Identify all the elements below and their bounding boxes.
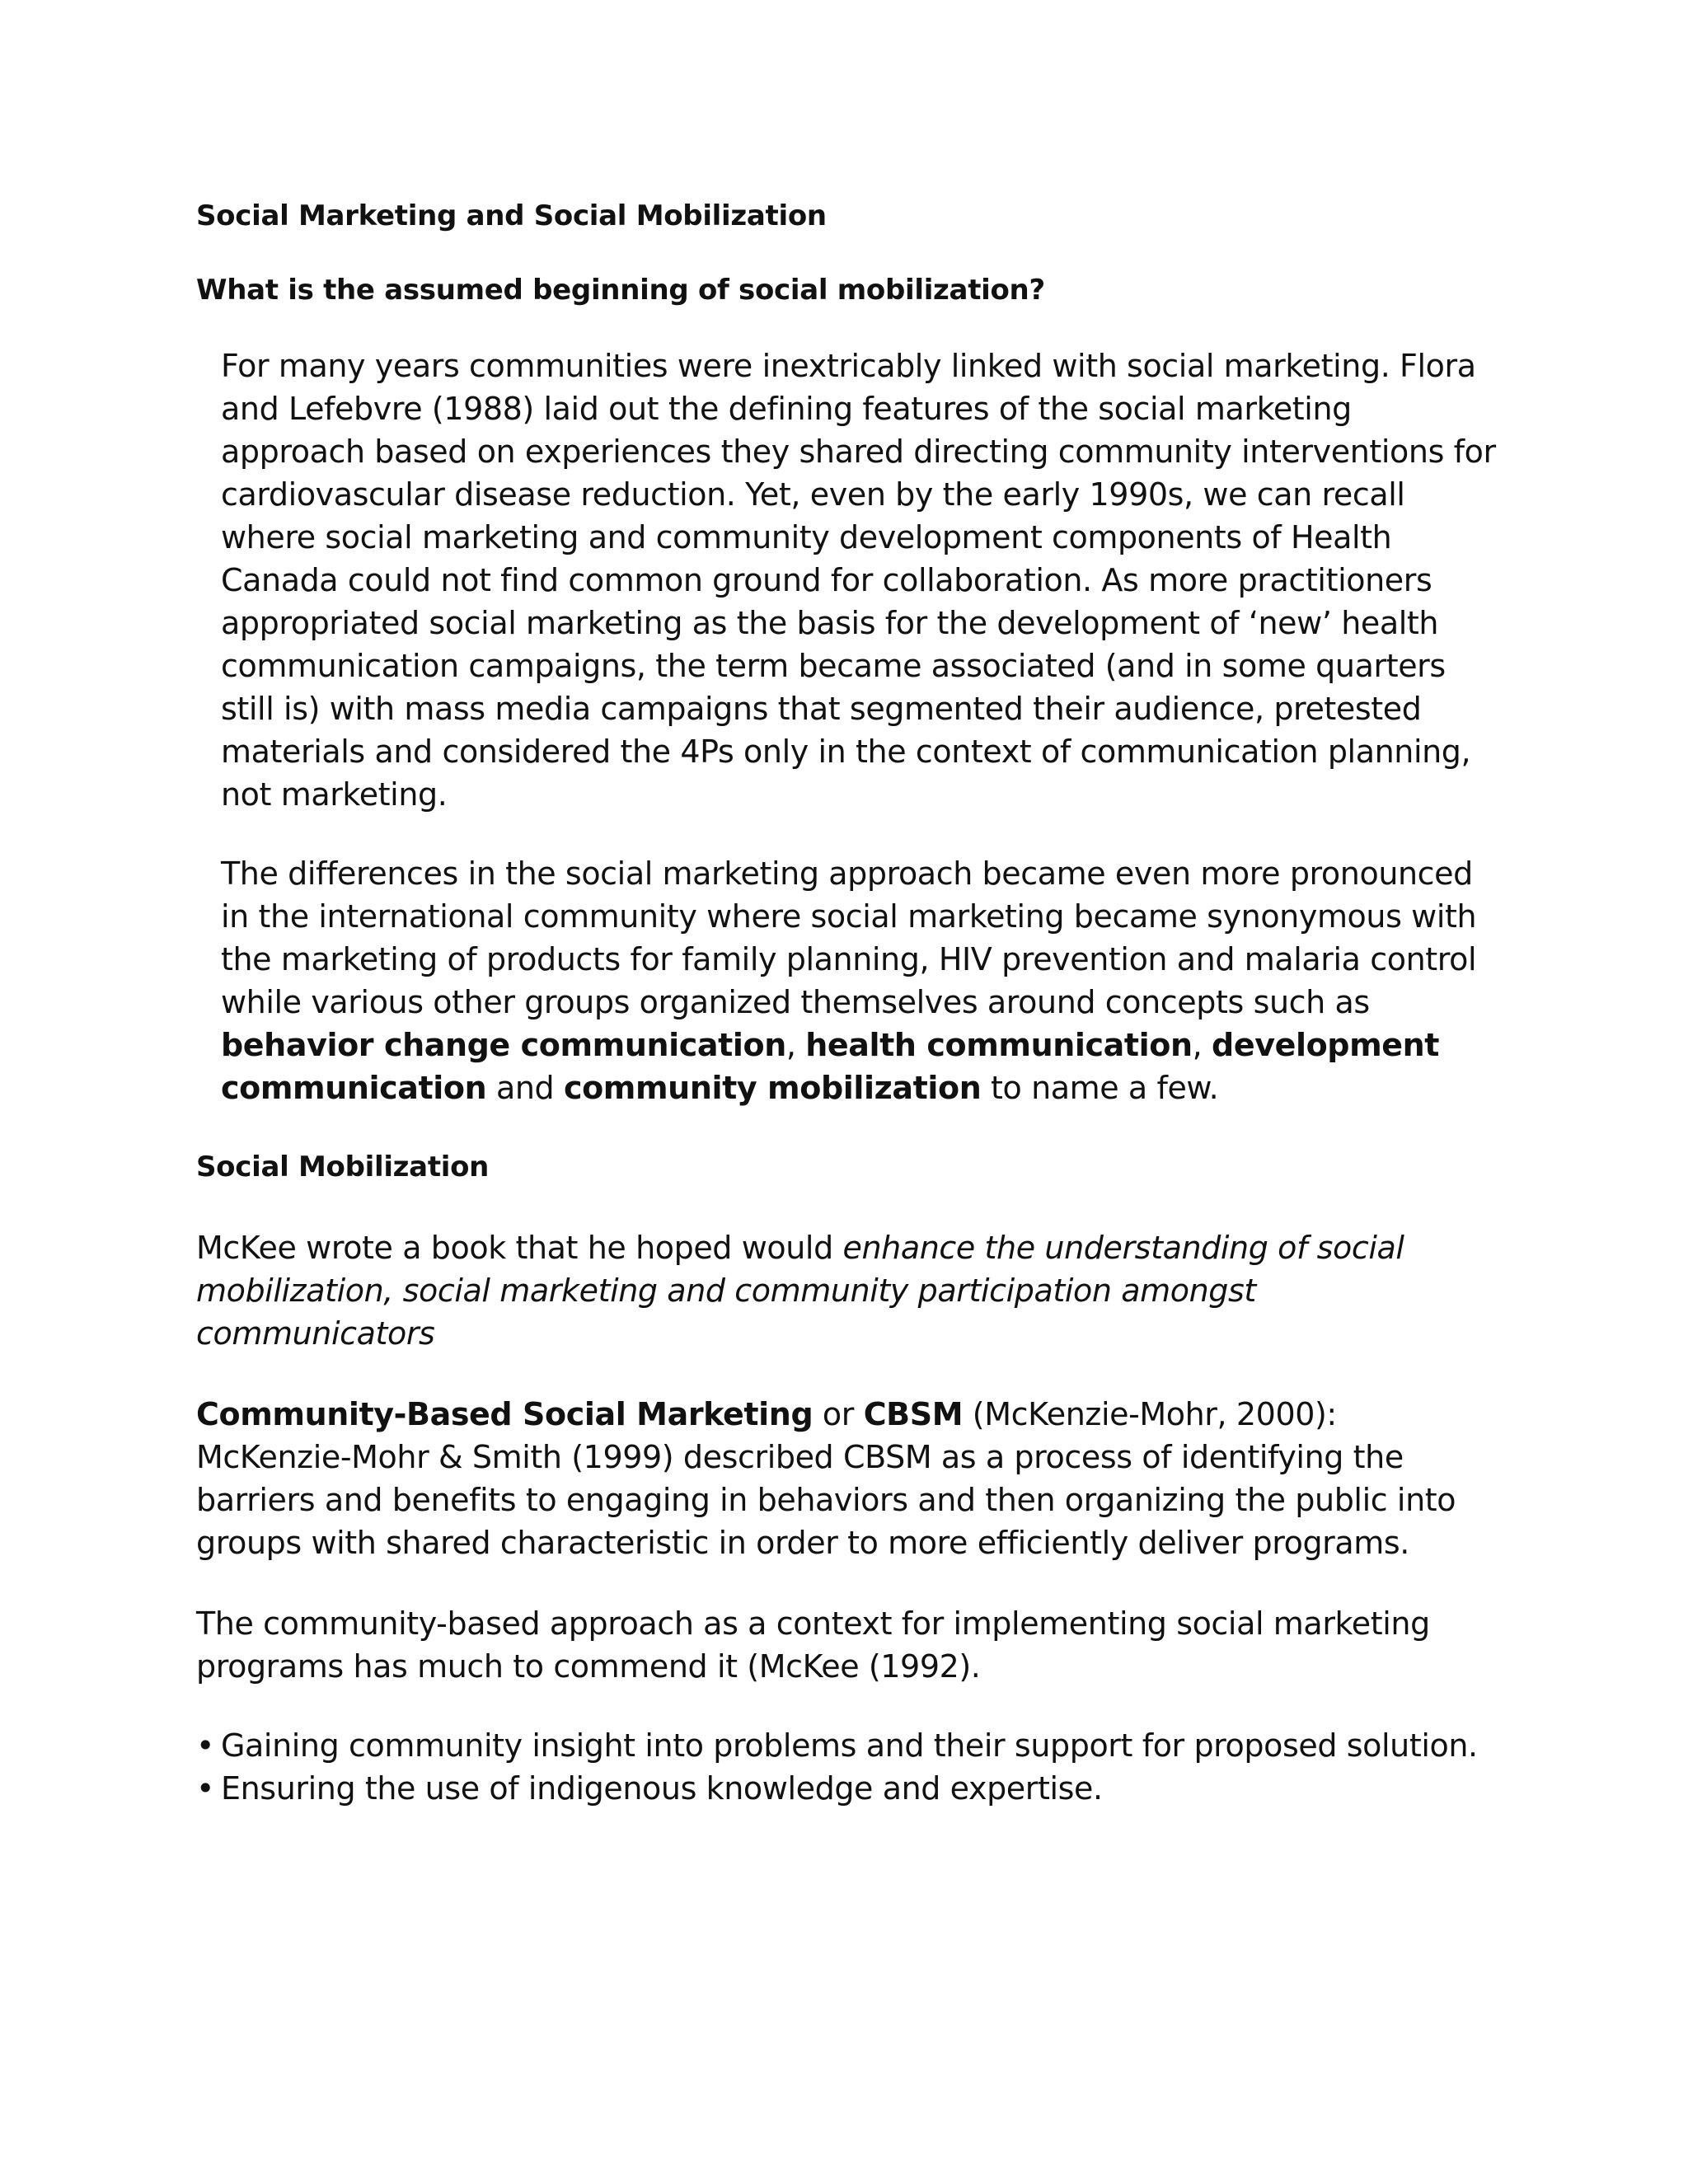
term-development-communication: development communication — [221, 1027, 1440, 1106]
paragraph-mckee-intro: McKee wrote a book that he hoped would — [196, 1230, 843, 1266]
separator: and — [486, 1070, 564, 1106]
term-community-based-social-marketing: Community-Based Social Marketing — [196, 1396, 814, 1432]
list-item — [196, 1724, 1498, 1767]
list-item — [196, 1767, 1498, 1810]
paragraph-differences-intro: The differences in the social marketing approach became even more pronounced in the international community where social marketing became synonymous with the marketing of products for family planning, HIV prevention and malaria control while various other groups organized themselves around concepts such as — [221, 855, 1477, 1020]
section-heading-social-mobilization: Social Mobilization — [196, 1151, 490, 1183]
term-health-communication: health communication — [805, 1027, 1193, 1063]
term-community-mobilization: community mobilization — [563, 1070, 982, 1106]
paragraph-mckee-quote: enhance the understanding of social mobilization, social marketing and community participation amongst communicators — [196, 1230, 1404, 1352]
question-heading: What is the assumed beginning of social mobilization? — [196, 274, 1045, 307]
term-cbsm: CBSM — [863, 1396, 964, 1432]
bullet-icon: • — [196, 1770, 215, 1807]
benefits-list — [196, 1724, 1498, 1810]
document-title: Social Marketing and Social Mobilization — [196, 199, 827, 232]
bullet-icon: • — [196, 1727, 215, 1764]
separator: , — [1192, 1027, 1212, 1063]
paragraph-differences — [196, 852, 1498, 1109]
paragraph-community-approach: The community-based approach as a context for implementing social marketing programs has much to commend it (McKee (1992). — [196, 1605, 1430, 1685]
paragraph-cbsm — [196, 1393, 1498, 1564]
paragraph-differences-outro: to name a few. — [981, 1070, 1219, 1106]
document-page — [196, 194, 1498, 1810]
separator: , — [785, 1027, 806, 1063]
paragraph-mckee-book — [196, 1226, 1498, 1355]
paragraph-history: For many years communities were inextricably linked with social marketing. Flora and Lefebvre (1988) laid out the defining features of the social marketing approach based on experiences they shared directing community interventions for cardiovascular disease reduction. Yet, even by the early 1990s, we can recall where social marketing and community development components of Health Canada could not find common ground for collaboration. As more practitioners appropriated social marketing as the basis for the development of ‘new’ health communication campaigns, the term became associated (and in some quarters still is) with mass media campaigns that segmented their audience, pretested materials and considered the 4Ps only in the context of communication planning, not marketing. — [221, 348, 1496, 813]
list-item-text: Gaining community insight into problems and their support for proposed solution. — [221, 1727, 1478, 1764]
term-behavior-change-communication: behavior change communication — [221, 1027, 786, 1063]
separator: or — [813, 1396, 864, 1432]
paragraph-cbsm-body: (McKenzie-Mohr, 2000): McKenzie-Mohr & Smith (1999) described CBSM as a process of identifying the barriers and benefits to engaging in behaviors and then organizing the public into groups with shared characteristic in order to more efficiently deliver programs. — [196, 1396, 1456, 1561]
list-item-text: Ensuring the use of indigenous knowledge and expertise. — [221, 1770, 1103, 1807]
